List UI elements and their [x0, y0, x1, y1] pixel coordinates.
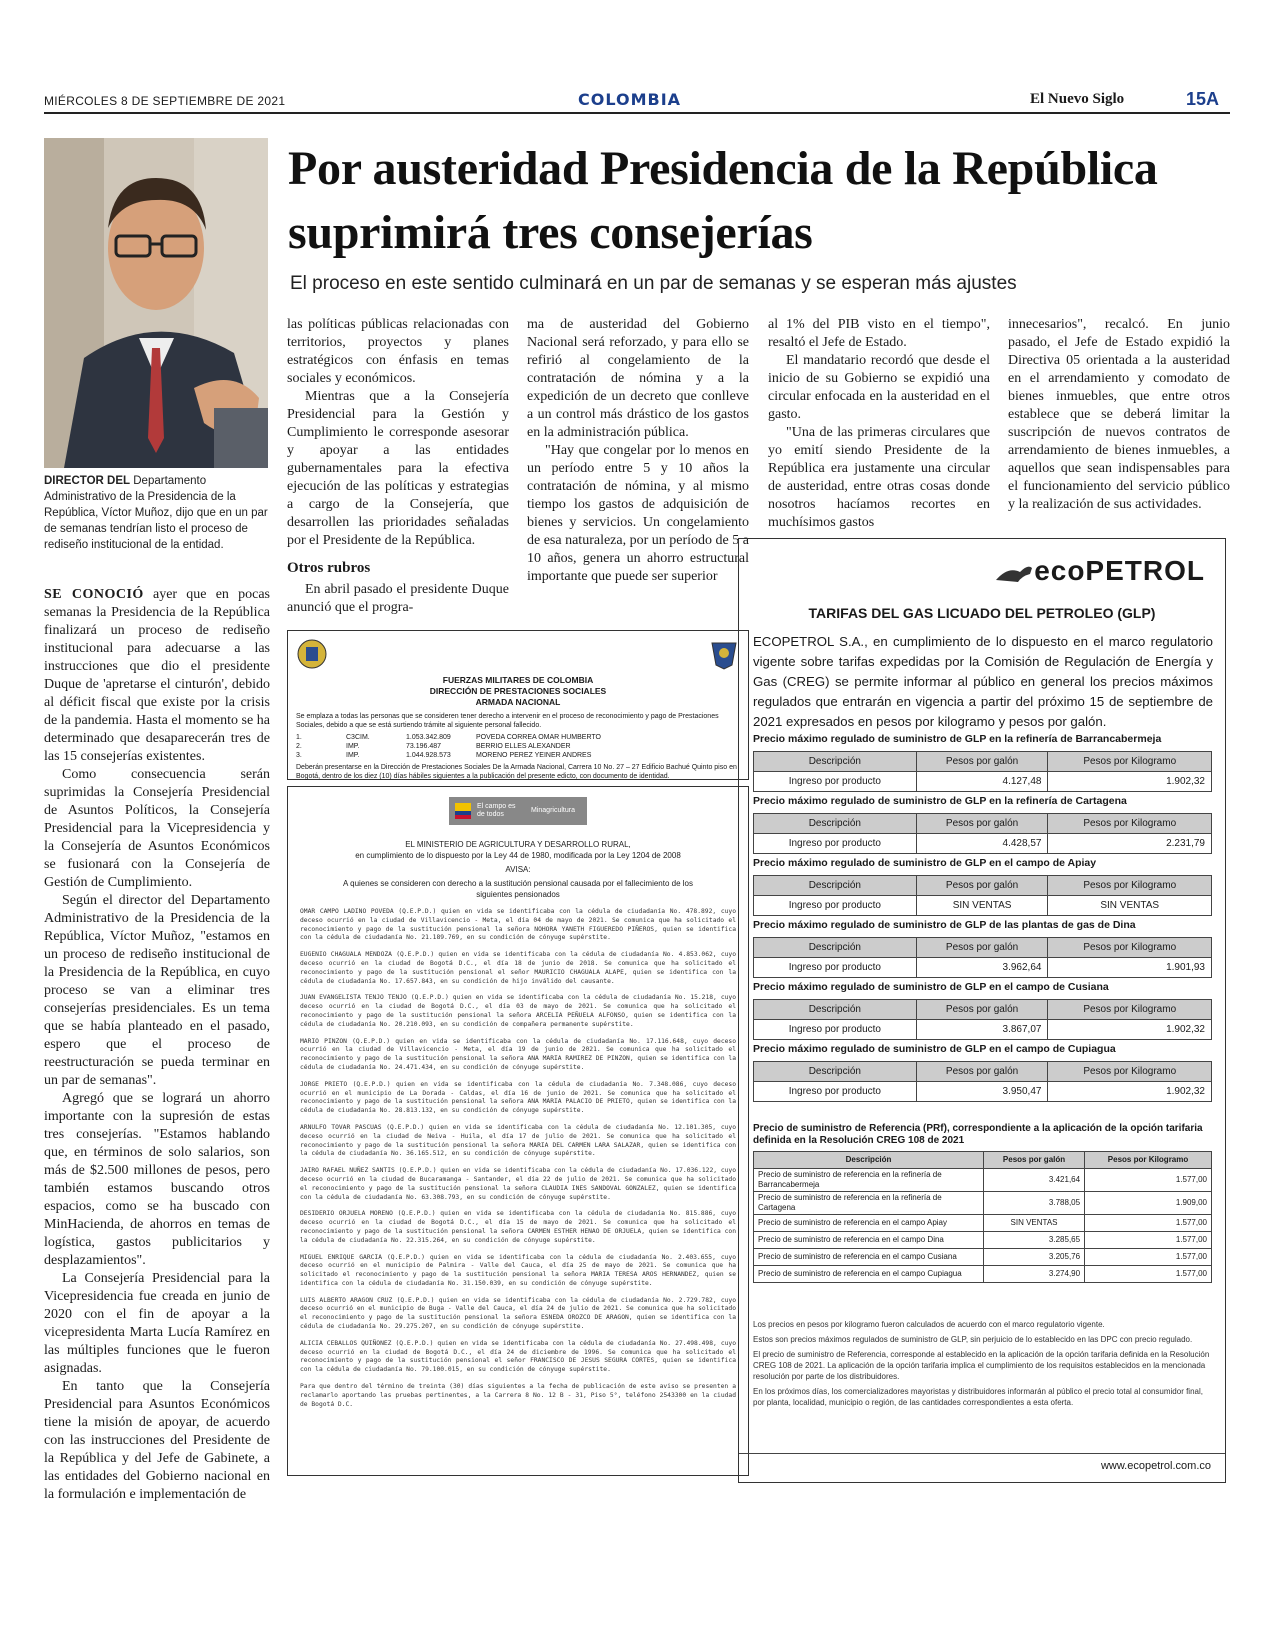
col-header: Pesos por Kilogramo: [1048, 1062, 1212, 1082]
article-paragraph: "Una de las primeras circulares que yo emití siendo Presidente de la República era justamente una circular de austeridad, entre otras cosas donde nosotros hacíamos recortes en muchísimos gastos: [768, 425, 990, 530]
col-header: Pesos por Kilogramo: [1048, 876, 1212, 896]
row-label: Ingreso por producto: [754, 958, 917, 978]
article-paragraph: [44, 586, 270, 766]
tariffs-title: TARIFAS DEL GAS LICUADO DEL PETROLEO (GLP): [808, 605, 1156, 621]
col-header: Pesos por Kilogramo: [1048, 752, 1212, 772]
article-column-3: [527, 316, 749, 586]
col-header: Pesos por Kilogramo: [1048, 814, 1212, 834]
table-title: Precio máximo regulado de suministro de GLP en la refinería de Barrancabermeja: [753, 733, 1162, 745]
article-paragraph: ma de austeridad del Gobierno Nacional será reforzado, y para ello se refirió al congelamiento de la contratación de nómina y a la expedición de un decreto que conlleve a un control más drástico de los gastos en la administración pública.: [527, 317, 749, 440]
price-gal: 4.127,48: [916, 772, 1048, 792]
caption-text: Departamento Administrativo de la Presidencia de la República, Víctor Muñoz, dijo que en un par de semanas tendrían listo el proceso de rediseño institucional de la entidad.: [44, 475, 268, 551]
article-photo: [44, 138, 268, 468]
article-paragraph: En tanto que la Consejería Presidencial para Asuntos Económicos tiene la misión de apoyar, de acuerdo con las instrucciones del Presidente de la República y del Jefe de Gabinete, a las entidades del Gobierno nacional en la formulación e implementación de: [44, 1379, 270, 1502]
note: El precio de suministro de Referencia, corresponde al establecido en la aplicación de la opción tarifaria definida en la Resolución CREG 108 de 2021. La aplicación de la opción tarifaria implica el cumplimiento de los requisitos establecidos en la mencionada resolución por parte de los distribuidores.: [753, 1350, 1210, 1381]
table-row: [754, 1192, 1212, 1215]
notice-entry: JORGE PRIETO (Q.E.P.D.) quien en vida se identificaba con la cédula de ciudadanía No. 7.348.086, cuyo deceso ocurrió en el municipio de La Dorada - Caldas, el día 16 de junio de 2021. Se comunica que ha solicitado el reconocimiento y pago de la sustitución pensional la señora ANA MARIA PALACIO DE PRIETO, quien se identifica con la cédula de ciudadanía No. 28.813.132, en su condición de cónyuge supérstite.: [300, 1080, 736, 1115]
col-header: Pesos por galón: [984, 1152, 1085, 1169]
row-id: 73.196.487: [406, 743, 442, 750]
article-paragraph: Agregó que se logrará un ahorro importante con la supresión de estas tres consejerías. "Estamos hablando que, en términos de solo salarios, son más de $2.500 millones de pesos, pero también estamos buscando otros espacios, como se ha buscado con MinHacienda, de ahorros en temas de logística, gastos publicitarios y desplazamientos".: [44, 1091, 270, 1268]
article-column-5: [1008, 316, 1230, 514]
price-gal: 3.274,90: [984, 1266, 1085, 1283]
price-gal: 3.788,05: [984, 1192, 1085, 1215]
section-title: COLOMBIA: [578, 90, 682, 109]
notice-title-2: en cumplimiento de lo dispuesto por la Ley 44 de 1980, modificada por la Ley 1204 de 2008: [355, 851, 681, 860]
price-kg: 1.577,00: [1085, 1232, 1212, 1249]
price-gal: SIN VENTAS: [916, 896, 1048, 916]
armada-notice: [287, 630, 749, 780]
minagricultura-notice: [287, 786, 749, 1476]
price-kg: 1.902,32: [1048, 1020, 1212, 1040]
price-gal: 3.421,64: [984, 1169, 1085, 1192]
article-column-4: [768, 316, 990, 532]
notice-entries: [300, 908, 736, 1409]
table-title: Precio máximo regulado de suministro de GLP en el campo de Cusiana: [753, 981, 1109, 993]
page-number: 15A: [1186, 89, 1220, 109]
tariffs-intro: ECOPETROL S.A., en cumplimiento de lo dispuesto en el marco regulatorio vigente sobre tarifas expedidas por la Comisión de Regulación de Energía y Gas (CREG) se permite informar al público en general los precios máximos regulados que entrarán en vigencia a partir del próximo 15 de septiembre de 2021 expresados en pesos por kilogramo y pesos por galón.: [753, 634, 1213, 729]
article-column-2: [287, 316, 509, 617]
notice-entry: EUGENIO CHAGUALA MENDOZA (Q.E.P.D.) quien en vida se identificaba con la cédula de ciudadanía No. 4.853.062, cuyo deceso ocurrió en la ciudad de Bogotá D.C., el día 18 de junio de 2018. Se comunica que ha solicitado el reconocimiento y pago de la sustitución pensional el señor MAURICIO CHAGUALA ALAPE, quien se identifica con la cédula de ciudadanía No. 17.657.843, en su condición de hijo inválido del causante.: [300, 951, 736, 985]
price-table: [753, 875, 1212, 916]
subheadline: El proceso en este sentido culminará en un par de semanas y se esperan más ajustes: [290, 273, 1017, 294]
navy-emblem-icon: [708, 637, 740, 671]
prf-title: Precio de suministro de Referencia (PRf), correspondiente a la aplicación de la opción tarifaria definida en la Resolución CREG 108 de 2021: [753, 1123, 1203, 1146]
notice-entry: JAIRO RAFAEL NUÑEZ SANTIS (Q.E.P.D.) quien en vida se identificaba con la cédula de ciudadanía No. 17.036.122, cuyo deceso ocurrió en la ciudad de Bucaramanga - Santander, el día 22 de julio de 2021. Se comunica que ha solicitado el reconocimiento y pago de la sustitución pensional la señora CLAUDIA INES SANDOVAL GONZALEZ, quien se identifica con la cédula de ciudadanía No. 63.308.793, en su condición de cónyuge supérstite.: [300, 1167, 736, 1201]
article-subhead: Otros rubros: [287, 560, 371, 576]
tariff-notes: [753, 1319, 1213, 1412]
row-id: 1.044.928.573: [406, 752, 451, 759]
price-gal: 4.428,57: [916, 834, 1048, 854]
note: En los próximos días, los comercializadores mayoristas y distribuidores informarán al público el precio total al consumidor final, por planta, localidad, municipio o región, de las cantidades correspondientes a esta oferta.: [753, 1387, 1203, 1407]
logo-text: ecoPETROL: [1034, 555, 1205, 586]
notice-entry: ALICIA CEBALLOS QUIÑONEZ (Q.E.P.D.) quien en vida se identificaba con la cédula de ciudadanía No. 27.498.498, cuyo deceso ocurrió en la ciudad de Bogotá D.C., el día 24 de diciembre de 1996. Se comunica que ha solicitado el reconocimiento y pago de la sustitución pensional el señor FRANCISCO DE JESUS SEGURA CORTES, quien se identifica con la cédula de ciudadanía No. 79.100.015, en su condición de cónyuge supérstite.: [300, 1339, 736, 1374]
row-label: Ingreso por producto: [754, 896, 917, 916]
article-paragraph: Según el director del Departamento Administrativo de la Presidencia de la República, Víctor Muñoz, "estamos en un proceso de rediseño institucional de la Presidencia de la República, en cuyo proceso se van a eliminar tres consejerías presidenciales. Es un tema que se había planteado en el pasado, espero que el proceso de reestructuración se pueda terminar en un par de semanas".: [44, 893, 270, 1088]
divider: [739, 1453, 1225, 1454]
col-header: Pesos por Kilogramo: [1085, 1152, 1212, 1169]
col-header: Descripción: [754, 1062, 917, 1082]
coat-of-arms-icon: [296, 637, 328, 671]
logo-sub: Minagricultura: [531, 807, 575, 814]
price-gal: 3.962,64: [916, 958, 1048, 978]
col-header: Descripción: [754, 1000, 917, 1020]
row-grade: IMP.: [346, 743, 360, 750]
price-table: [753, 999, 1212, 1040]
price-gal: 3.205,76: [984, 1249, 1085, 1266]
col-header: Descripción: [754, 938, 917, 958]
article-paragraph: En abril pasado el presidente Duque anunció que el progra-: [287, 582, 509, 615]
row-name: BERRIO ELLES ALEXANDER: [476, 743, 571, 750]
table-row: [754, 1249, 1212, 1266]
header-rule: [44, 112, 1230, 114]
row-number: 3.: [296, 752, 302, 759]
price-table: [753, 751, 1212, 792]
article-paragraph: La Consejería Presidencial para la Vicepresidencia fue creada en junio de 2020 con el fin de apoyar a la vicepresidenta Marta Lucía Ramírez en las múltiples funciones que le fueron asignadas.: [44, 1271, 270, 1376]
col-header: Pesos por galón: [916, 1062, 1048, 1082]
lead-text: ayer que en pocas semanas la Presidencia de la República finalizará un proceso de rediseño institucional para adecuarse a las instrucciones que dio el presidente Duque de 'apretarse el cinturón', debido al déficit fiscal que existe por la crisis de la pandemia. Hasta el momento se ha determinado que desaparecerán tres de las 15 consejerías existentes.: [44, 587, 270, 764]
article-paragraph: El mandatario recordó que desde el inicio de su Gobierno se expidió una circular enfocada en la austeridad en el gasto.: [768, 353, 990, 422]
price-kg: 1.577,00: [1085, 1249, 1212, 1266]
caption-lead: DIRECTOR DEL: [44, 475, 131, 487]
price-gal: SIN VENTAS: [984, 1215, 1085, 1232]
article-paragraph: Mientras que a la Consejería Presidencial para la Gestión y Cumplimiento le corresponde asesorar y apoyar a las entidades gubernamentales para la efectiva ejecución de las políticas y estrategias a cargo de la Consejería, que desarrollen las prioridades señaladas por el Presidente de la República.: [287, 389, 509, 548]
table-title: Precio máximo regulado de suministro de GLP en el campo de Apiay: [753, 857, 1097, 869]
price-kg: 1.901,93: [1048, 958, 1212, 978]
photo-caption: [44, 473, 270, 553]
col-header: Pesos por galón: [916, 814, 1048, 834]
notice-title-4: A quienes se consideren con derecho a la sustitución pensional causada por el fallecimiento de los siguientes pensionados: [343, 879, 693, 899]
notice-entry: ARNULFO TOVAR PASCUAS (Q.E.P.D.) quien en vida se identificaba con la cédula de ciudadanía No. 12.101.305, cuyo deceso ocurrió en la ciudad de Neiva - Huila, el día 17 de julio de 2021. Se comunica que ha solicitado el reconocimiento y pago de la sustitución pensional la señora MARIA DEL CARMEN LARA SALAZAR, quien se identifica con la cédula de ciudadanía No. 36.165.512, en su condición de cónyuge supérstite.: [300, 1123, 736, 1158]
notice-title-3: AVISA:: [505, 865, 531, 874]
col-header: Descripción: [754, 752, 917, 772]
notice-entry: LUIS ALBERTO ARAGON CRUZ (Q.E.P.D.) quien en vida se identificaba con la cédula de ciudadanía No. 2.729.782, cuyo deceso ocurrió en el municipio de Buga - Valle del Cauca, el día 24 de julio de 2021. Se comunica que ha solicitado el reconocimiento y pago de la sustitución pensional la señora ESNEDA OROZCO DE ARAGON, quien se identifica con la cédula de ciudadanía No. 29.275.207, en su condición de cónyuge supérstite.: [300, 1296, 736, 1331]
col-header: Pesos por Kilogramo: [1048, 1000, 1212, 1020]
row-id: 1.053.342.809: [406, 734, 451, 741]
note: Estos son precios máximos regulados de suministro de GLP, sin perjuicio de lo establecido en las DPC con precio regulado.: [753, 1335, 1193, 1344]
notice-footer: Deberán presentarse en la Dirección de Prestaciones Sociales De la Armada Nacional, Carrera 10 No. 27 – 27 Edificio Bachué Quinto piso en Bogotá, dentro de los diez (10) días hábiles siguientes a la publicación del presente edicto, con documento de identidad.: [296, 764, 737, 780]
ecopetrol-logo: [994, 555, 1205, 587]
row-label: Ingreso por producto: [754, 1082, 917, 1102]
publication-name: El Nuevo Siglo: [1030, 91, 1125, 107]
notice-entry: Para que dentro del término de treinta (30) días siguientes a la fecha de publicación de este aviso se presenten a reclamarlo aportando las pruebas pertinentes, a la Carrera 8 No. 12 B - 31, Piso 5°, teléfono 2543300 en la ciudad de Bogotá D.C.: [300, 1383, 736, 1408]
price-table: [753, 937, 1212, 978]
row-label: Ingreso por producto: [754, 1020, 917, 1040]
row-grade: IMP.: [346, 752, 360, 759]
price-kg: 1.577,00: [1085, 1215, 1212, 1232]
article-paragraph: las políticas públicas relacionadas con territorios, proyectos y planes estratégicos con énfasis en temas sociales y económicos.: [287, 317, 509, 386]
notice-entry: JUAN EVANGELISTA TENJO TENJO (Q.E.P.D.) quien en vida se identificaba con la cédula de ciudadanía No. 15.218, cuyo deceso ocurrió en la ciudad de Bogotá D.C., el día 03 de mayo de 2021. Se comunica que ha solicitado el reconocimiento y pago de la sustitución pensional la señora ARCELIA PEÑUELA ALFONSO, quien se identifica con la cédula de ciudadanía No. 20.210.093, en su condición de compañera permanente supérstite.: [300, 994, 736, 1028]
prf-table: [753, 1151, 1212, 1283]
row-label: Ingreso por producto: [754, 772, 917, 792]
row-number: 2.: [296, 743, 302, 750]
row-desc: Precio de suministro de referencia en la refinería de Barrancabermeja: [754, 1169, 984, 1192]
ecopetrol-ad: [738, 538, 1226, 1483]
col-header: Descripción: [754, 876, 917, 896]
note: Los precios en pesos por kilogramo fueron calculados de acuerdo con el marco regulatorio vigente.: [753, 1320, 1105, 1329]
col-header: Descripción: [754, 814, 917, 834]
price-gal: 3.285,65: [984, 1232, 1085, 1249]
col-header: Pesos por galón: [916, 876, 1048, 896]
col-header: Pesos por galón: [916, 938, 1048, 958]
iguana-icon: [994, 560, 1034, 586]
flag-icon: [455, 803, 471, 819]
notice-row: [296, 751, 740, 760]
row-name: MORENO PEREZ YEINER ANDRES: [476, 752, 592, 759]
price-gal: 3.950,47: [916, 1082, 1048, 1102]
price-table: [753, 813, 1212, 854]
notice-title-1: FUERZAS MILITARES DE COLOMBIA: [442, 675, 594, 685]
notice-heading: [300, 839, 736, 900]
article-paragraph: Como consecuencia serán suprimidas la Consejería Presidencial de Asuntos Políticos, la Consejería Presidencial para la Vicepresidencia y la Consejería de Asuntos Económicos se fusionará con la Consejería de Gestión de Cumplimiento.: [44, 767, 270, 890]
row-number: 1.: [296, 734, 302, 741]
article-column-1: [44, 586, 270, 1504]
headline: Por austeridad Presidencia de la República suprimirá tres consejerías: [288, 142, 1158, 259]
col-header: Pesos por Kilogramo: [1048, 938, 1212, 958]
notice-title-3: ARMADA NACIONAL: [475, 697, 561, 707]
col-header: Pesos por galón: [916, 1000, 1048, 1020]
table-row: [754, 1232, 1212, 1249]
notice-logos: [296, 637, 740, 675]
price-kg: 1.902,32: [1048, 1082, 1212, 1102]
row-grade: C3CIM.: [346, 734, 370, 741]
row-desc: Precio de suministro de referencia en el campo Dina: [754, 1232, 984, 1249]
table-title: Precio máximo regulado de suministro de GLP en la refinería de Cartagena: [753, 795, 1127, 807]
table-title: Precio máximo regulado de suministro de GLP en el campo de Cupiagua: [753, 1043, 1116, 1055]
notice-entry: MARIO PINZON (Q.E.P.D.) quien en vida se identificaba con la cédula de ciudadanía No. 17.116.648, cuyo deceso ocurrió en la ciudad de Villavicencio - Meta, el día 19 de junio de 2021. Se comunica que ha solicitado el reconocimiento y pago de la sustitución pensional la señora ANA MARIA RAMIREZ DE PINZON, quien se identifica con la cédula de ciudadanía No. 24.471.434, en su condición de cónyuge supérstite.: [300, 1037, 736, 1071]
header-date: MIÉRCOLES 8 DE SEPTIEMBRE DE 2021: [44, 94, 286, 108]
logo-text: El campo es de todos: [477, 803, 516, 818]
price-gal: 3.867,07: [916, 1020, 1048, 1040]
row-label: Ingreso por producto: [754, 834, 917, 854]
table-title: Precio máximo regulado de suministro de GLP de las plantas de gas de Dina: [753, 919, 1136, 931]
notice-row: [296, 742, 740, 751]
row-desc: Precio de suministro de referencia en el campo Cusiana: [754, 1249, 984, 1266]
article-paragraph: "Hay que congelar por lo menos en un período entre 5 y 10 años la contratación de nómina, y al mismo tiempo los gastos de adquisición de bienes y servicios. Un congelamiento de esa naturaleza, por un período de 5 a 10 años, genera un ahorro estructural importante que puede ser superior: [527, 443, 749, 584]
ecopetrol-link[interactable]: www.ecopetrol.com.co: [1100, 1460, 1211, 1472]
row-desc: Precio de suministro de referencia en el campo Cupiagua: [754, 1266, 984, 1283]
lead-in: SE CONOCIÓ: [44, 587, 144, 602]
row-name: POVEDA CORREA OMAR HUMBERTO: [476, 734, 601, 741]
notice-entry: OMAR CAMPO LADINO POVEDA (Q.E.P.D.) quien en vida se identificaba con la cédula de ciudadanía No. 478.892, cuyo deceso ocurrió en la ciudad de Villavicencio - Meta, el día 04 de mayo de 2021. Se comunica que ha solicitado el reconocimiento y pago de la sustitución pensional la señora NOHORA YANETH FIGUEREDO PIÑEROS, quien se identifica con la cédula de ciudadanía No. 21.189.769, en su condición de cónyuge supérstite.: [300, 908, 736, 942]
notice-title-2: DIRECCIÓN DE PRESTACIONES SOCIALES: [429, 686, 607, 696]
price-kg: 2.231,79: [1048, 834, 1212, 854]
price-kg: SIN VENTAS: [1048, 896, 1212, 916]
price-kg: 1.902,32: [1048, 772, 1212, 792]
table-row: [754, 1169, 1212, 1192]
price-kg: 1.577,00: [1085, 1169, 1212, 1192]
table-row: [754, 1266, 1212, 1283]
row-desc: Precio de suministro de referencia en la refinería de Cartagena: [754, 1192, 984, 1215]
article-paragraph: al 1% del PIB visto en el tiempo", resaltó el Jefe de Estado.: [768, 317, 990, 350]
article-paragraph: innecesarios", recalcó. En junio pasado, el Jefe de Estado expidió la Directiva 05 orientada a la austeridad en el arrendamiento y comodato de bienes inmuebles, que entre otros establece que se deberá limitar la suscripción de nuevos contratos de arrendamiento de bienes inmuebles, a aquellos que sean indispensables para el funcionamiento del servicio público y la realización de sus actividades.: [1008, 317, 1230, 512]
price-table: [753, 1061, 1212, 1102]
row-desc: Precio de suministro de referencia en el campo Apiay: [754, 1215, 984, 1232]
minagricultura-logo: [449, 797, 587, 825]
notice-entry: DESIDERIO ORJUELA MORENO (Q.E.P.D.) quien en vida se identificaba con la cédula de ciudadanía No. 815.886, cuyo deceso ocurrió en la ciudad de Bogotá D.C., el día 15 de mayo de 2021. Se comunica que ha solicitado el reconocimiento y pago de la sustitución pensional la señora CARMEN ESTHER HENAO DE ORJUELA, quien se identifica con la cédula de ciudadanía No. 22.315.264, en su condición de cónyuge supérstite.: [300, 1210, 736, 1244]
notice-title-1: EL MINISTERIO DE AGRICULTURA Y DESARROLLO RURAL,: [405, 840, 631, 849]
table-row: [754, 1215, 1212, 1232]
col-header: Descripción: [754, 1152, 984, 1169]
col-header: Pesos por galón: [916, 752, 1048, 772]
price-kg: 1.577,00: [1085, 1266, 1212, 1283]
price-kg: 1.909,00: [1085, 1192, 1212, 1215]
notice-intro: Se emplaza a todas las personas que se consideren tener derecho a intervenir en el proceso de reconocimiento y pago de Prestaciones Sociales, debido a que se está surtiendo trámite al siguiente personal fallecido.: [296, 713, 719, 729]
notice-entry: MIGUEL ENRIQUE GARCIA (Q.E.P.D.) quien en vida se identificaba con la cédula de ciudadanía No. 2.403.655, cuyo deceso ocurrió en el municipio de Palmira - Valle del Cauca, el día 25 de mayo de 2021. Se comunica que ha solicitado el reconocimiento y pago de la sustitución pensional la señora MARIA TERESA AROS HERNANDEZ, quien se identifica con la cédula de ciudadanía No. 31.150.039, en su condición de cónyuge supérstite.: [300, 1253, 736, 1287]
notice-row: [296, 733, 740, 742]
